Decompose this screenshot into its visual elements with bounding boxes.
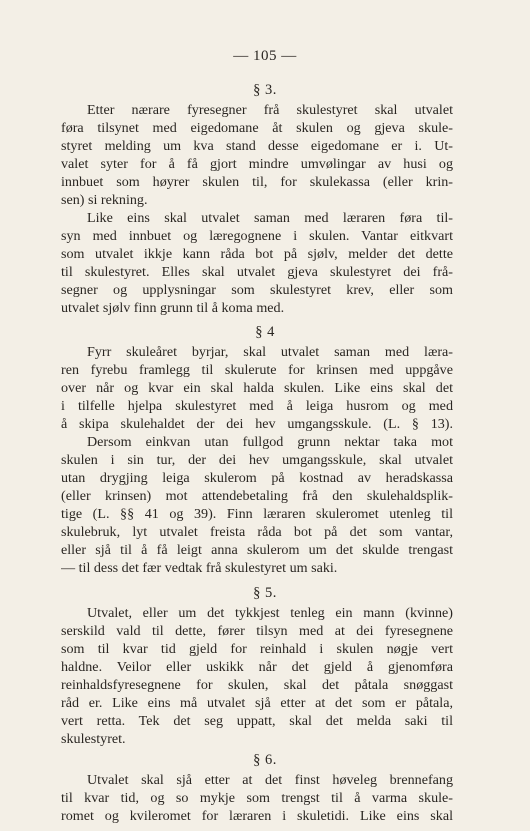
- paragraph-line: skulebruk, lyt utvalet freista råda bot på det som vantar,: [61, 524, 453, 540]
- paragraph-line: råd er. Like eins må utvalet sjå etter at det som er påtala,: [61, 695, 453, 711]
- paragraph-line: reinhaldsfyresegnene for skulen, skal det påtala snøggast: [61, 677, 453, 693]
- paragraph-line: skulen i sin tur, der dei hev umgangsskule, skal utvalet: [61, 452, 453, 468]
- paragraph-line: til skulestyret. Elles skal utvalet gjeva skulestyret dei frå-: [61, 264, 453, 280]
- paragraph-line: haldne. Veilor eller uskikk når det gjeld å gjenomføra: [61, 659, 453, 675]
- paragraph-line: romet og kvileromet for læraren i skuletidi. Like eins skal: [61, 808, 453, 824]
- section-heading-4: § 4: [255, 324, 275, 340]
- paragraph-line: ren fyrebu framlegg til skulerute for krinsen med uppgåve: [61, 362, 453, 378]
- section-heading-5: § 5.: [253, 585, 277, 601]
- paragraph-line: Dersom einkvan utan fullgod grunn nektar taka mot: [87, 434, 453, 450]
- paragraph-line: skulestyret.: [61, 731, 126, 747]
- paragraph-line: innbuet som høyrer skulen til, for skulekassa (eller krin-: [61, 174, 453, 190]
- paragraph-line: Etter nærare fyresegner frå skulestyret skal utvalet: [87, 102, 453, 118]
- paragraph-line: vert retta. Tek det seg uppatt, skal det melda saki til: [61, 713, 453, 729]
- paragraph-line: eller sjå til å få leigt anna skulerom um det skulde trengast: [61, 542, 453, 558]
- section-heading-3: § 3.: [253, 82, 277, 98]
- paragraph-line: sen) si rekning.: [61, 192, 148, 208]
- paragraph-line: som utvalet ikkje kann råda bot på sjølv, melder det dette: [61, 246, 453, 262]
- section-heading-6: § 6.: [253, 752, 277, 768]
- paragraph-line: segner og upplysningar som skulestyret krev, eller som: [61, 282, 453, 298]
- paragraph-line: Like eins skal utvalet saman med læraren føra til-: [87, 210, 453, 226]
- paragraph-line: i tilfelle hjelpa skulestyret med å leiga husrom og med: [61, 398, 453, 414]
- paragraph-line: over når og kvar ein skal halda skulen. Like eins skal det: [61, 380, 453, 396]
- paragraph-line: serskild vald til dette, fører tilsyn med at dei fyresegnene: [61, 623, 453, 639]
- paragraph-line: til kvar tid, og so mykje som trengst til å varma skule-: [61, 790, 453, 806]
- paragraph-line: utan drygjing leiga skulerom på kostnad av heradskassa: [61, 470, 453, 486]
- paragraph-line: syn med innbuet og læregognene i skulen. Vantar eitkvart: [61, 228, 453, 244]
- paragraph-line: valet syter for å få gjort mindre umvølingar av husi og: [61, 156, 453, 172]
- paragraph-line: som til kvar tid gjeld for reinhald i skulen nøgje vert: [61, 641, 453, 657]
- paragraph-line: å skipa skulehaldet der dei hev umgangsskule. (L. § 13).: [61, 416, 453, 432]
- paragraph-line: utvalet sjølv finn grunn til å koma med.: [61, 300, 285, 316]
- paragraph-line: Utvalet skal sjå etter at det finst høveleg brennefang: [87, 772, 453, 788]
- paragraph-line: (eller krinsen) mot attendebetaling frå den skulehaldsplik-: [61, 488, 453, 504]
- paragraph-line: føra tilsynet med eigedomane åt skulen og gjeva skule-: [61, 120, 453, 136]
- paragraph-line: tige (L. §§ 41 og 39). Finn læraren skuleromet utenleg til: [61, 506, 453, 522]
- paragraph-line: Fyrr skuleåret byrjar, skal utvalet saman med lærа-: [87, 344, 453, 360]
- page-number: — 105 —: [233, 48, 297, 64]
- paragraph-line: styret melding um kva stand desse eigedomane er i. Ut-: [61, 138, 453, 154]
- paragraph-line: Utvalet, eller um det tykkjest tenleg ein mann (kvinne): [87, 605, 453, 621]
- paragraph-line: — til dess det fær vedtak frå skulestyret um saki.: [61, 560, 338, 576]
